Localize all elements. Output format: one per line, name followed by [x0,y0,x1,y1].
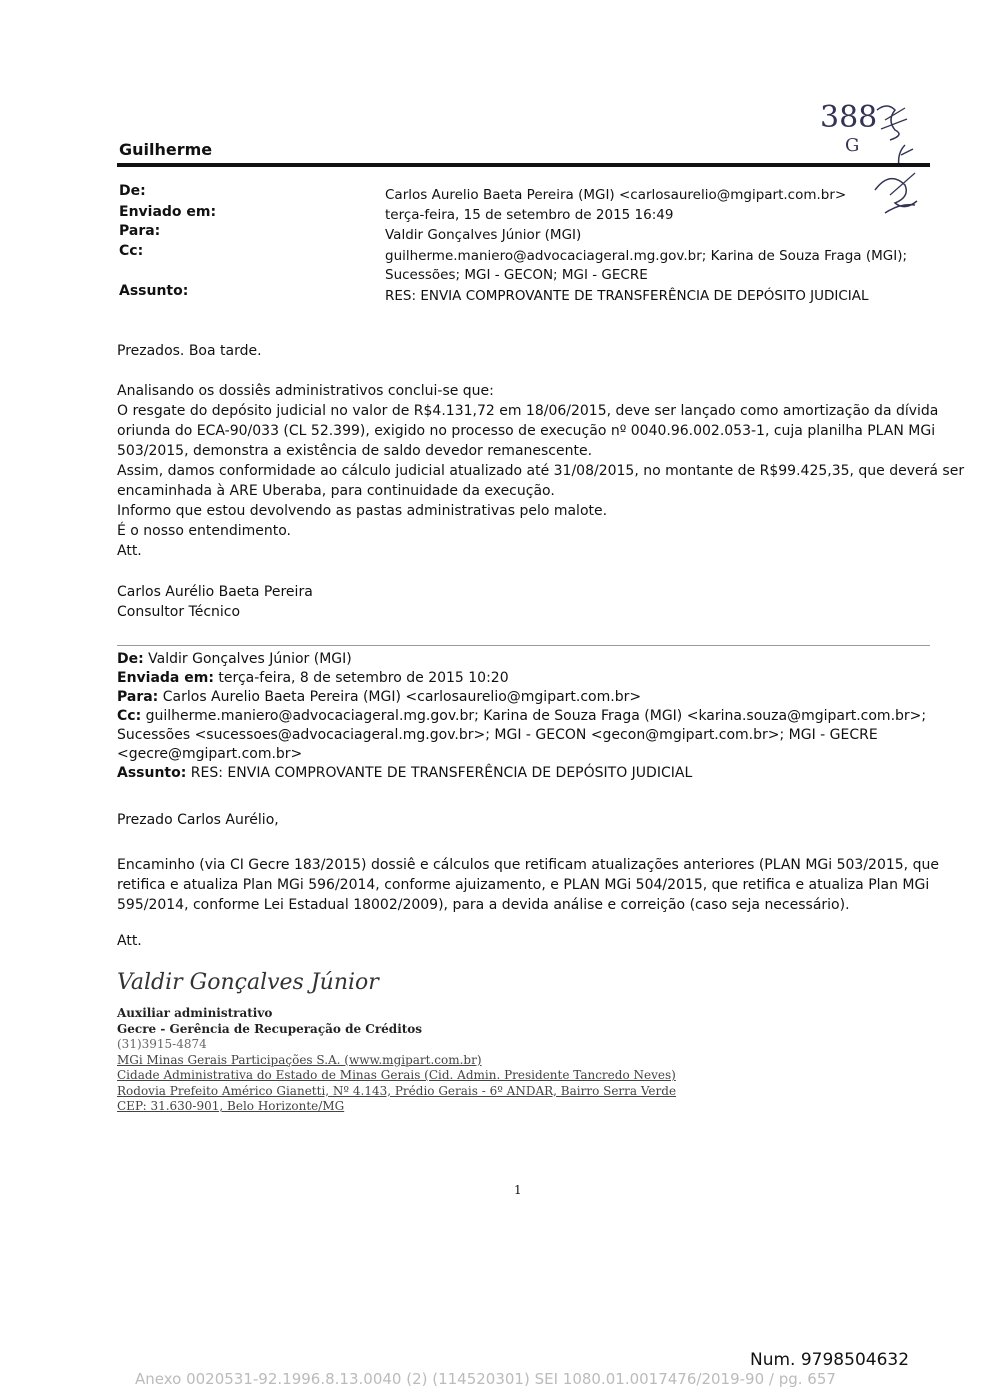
email2-cc-line3: <gecre@mgipart.com.br> [117,746,303,762]
body-line: oriunda do ECA-90/033 (CL 52.399), exigido no processo de execução nº 0040.96.002.053-1, cuja planilha PLAN MGi [117,423,936,439]
email1-cc-line2: Sucessões; MGI - GECON; MGI - GECRE [385,267,648,283]
handwritten-signature: Valdir Gonçalves Júnior [117,970,379,995]
email2-header [117,650,937,783]
body-line: Assim, damos conformidade ao cálculo judicial atualizado até 31/08/2015, no montante de R$99.425,35, que deverá ser [117,463,965,479]
email1-greeting: Prezados. Boa tarde. [117,343,262,359]
email1-subject: RES: ENVIA COMPROVANTE DE TRANSFERÊNCIA DE DEPÓSITO JUDICIAL [385,288,869,304]
email2-cc-label: Cc: [117,708,142,724]
sig-line-link: Rodovia Prefeito Américo Gianetti, Nº 4.143, Prédio Gerais - 6º ANDAR, Bairro Serra Verde [117,1083,677,1098]
stamp-number: 388 [820,100,878,135]
email2-body [117,855,937,915]
email1-sent: terça-feira, 15 de setembro de 2015 16:49 [385,207,674,223]
header-name: Guilherme [119,140,213,159]
separator [117,645,930,646]
email2-sent-label: Enviada em: [117,670,214,686]
body-line: encaminhada à ARE Uberaba, para continuidade da execução. [117,483,555,499]
email2-greeting: Prezado Carlos Aurélio, [117,812,279,828]
email2-subject: RES: ENVIA COMPROVANTE DE TRANSFERÊNCIA DE DEPÓSITO JUDICIAL [190,765,693,781]
body-line: O resgate do depósito judicial no valor de R$4.131,72 em 18/06/2015, deve ser lançado como amortização da dívida [117,403,939,419]
footer-num: Num. 9798504632 [750,1350,910,1370]
email1-cc-line1: guilherme.maniero@advocaciageral.mg.gov.br; Karina de Souza Fraga (MGI); [385,248,908,264]
email2-signature-block [117,1006,676,1115]
email1-to: Valdir Gonçalves Júnior (MGI) [385,227,582,243]
body-line: retifica e atualiza Plan MGi 596/2014, conforme ajuizamento, e PLAN MGi 504/2015, que retifica e atualiza Plan MGi [117,877,930,893]
email2-cc-line1: guilherme.maniero@advocaciageral.mg.gov.br; Karina de Souza Fraga (MGI) <karina.souza@mgipart.com.br>; [145,708,927,724]
email2-closing: Att. [117,933,142,949]
sig-line: (31)3915-4874 [117,1037,207,1051]
header-rule [117,163,930,167]
sig-line-link: Cidade Administrativa do Estado de Minas Gerais (Cid. Admin. Presidente Tancredo Neves) [117,1068,676,1082]
email2-cc-line2: Sucessões <sucessoes@advocaciageral.mg.gov.br>; MGI - GECON <gecon@mgipart.com.br>; MGI - GECRE [117,727,878,743]
sig-line-link: CEP: 31.630-901, Belo Horizonte/MG [117,1099,345,1113]
body-line: 595/2014, conforme Lei Estadual 18002/2009), para a devida análise e correição (caso seja necessário). [117,897,850,913]
stamp-extra: G [845,135,860,156]
email2-to-label: Para: [117,689,159,705]
sig-line: Auxiliar administrativo [117,1006,273,1020]
body-line: Analisando os dossiês administrativos conclui-se que: [117,383,494,399]
body-line: Encaminho (via CI Gecre 183/2015) dossiê e cálculos que retificam atualizações anteriores (PLAN MGi 503/2015, que [117,857,939,873]
email1-signature-name: Carlos Aurélio Baeta Pereira [117,584,313,600]
body-line: Att. [117,543,142,559]
page-number: 1 [514,1183,522,1197]
footer-meta: Anexo 0020531-92.1996.8.13.0040 (2) (114520301) SEI 1080.01.0017476/2019-90 / pg. 657 [135,1370,836,1388]
body-line: É o nosso entendimento. [117,523,291,539]
body-line: 503/2015, demonstra a existência de saldo devedor remanescente. [117,443,593,459]
label-cc: Cc: [119,243,144,259]
sig-line: Gecre - Gerência de Recuperação de Créditos [117,1021,423,1036]
email2-sent: terça-feira, 8 de setembro de 2015 10:20 [218,670,509,686]
email2-subject-label: Assunto: [117,765,187,781]
label-from: De: [119,183,146,199]
email1-signature-title: Consultor Técnico [117,604,241,620]
email2-to: Carlos Aurelio Baeta Pereira (MGI) <carlosaurelio@mgipart.com.br> [162,689,642,705]
label-sent: Enviado em: [119,204,217,220]
sig-line-link: MGi Minas Gerais Participações S.A. (www.mgipart.com.br) [117,1052,482,1067]
email2-from-label: De: [117,651,144,667]
email1-body [117,381,965,561]
email1-from: Carlos Aurelio Baeta Pereira (MGI) <carlosaurelio@mgipart.com.br> [385,187,847,203]
email2-from: Valdir Gonçalves Júnior (MGI) [148,651,352,667]
label-subject: Assunto: [119,283,189,299]
body-line: Informo que estou devolvendo as pastas administrativas pelo malote. [117,503,608,519]
label-to: Para: [119,223,161,239]
